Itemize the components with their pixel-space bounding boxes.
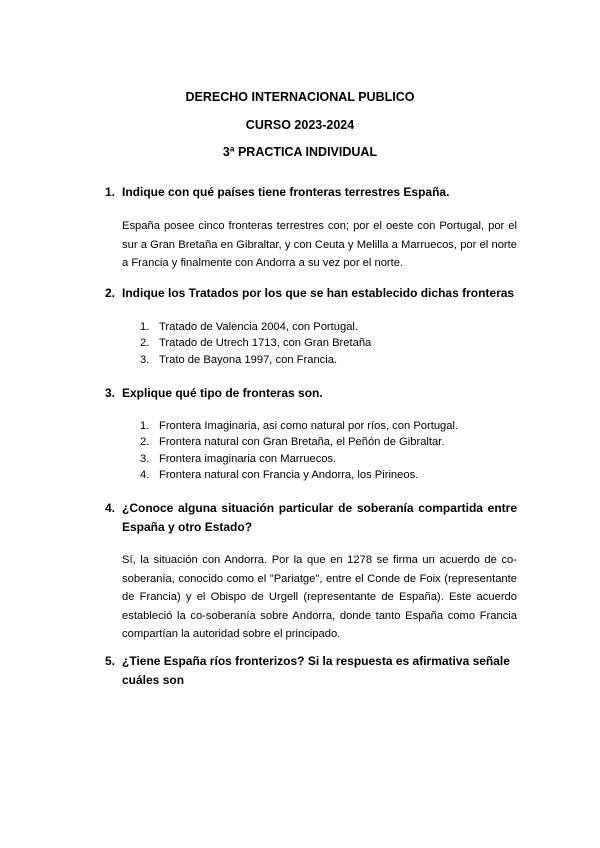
course-title: DERECHO INTERNACIONAL PUBLICO (185, 90, 415, 104)
question-2 (105, 284, 525, 303)
list-item: 4. Frontera natural con Francia y Andorra, los Pirineos. (140, 468, 419, 481)
question-number: 5. (105, 654, 116, 668)
list-item: 3. Trato de Bayona 1997, con Francia. (140, 353, 338, 366)
question-number: 3. (105, 386, 116, 400)
list-item: 2. Frontera natural con Gran Bretaña, el Peñón de Gibraltar. (140, 436, 445, 449)
course-year: CURSO 2023-2024 (245, 118, 355, 132)
practice-title: 3ª PRACTICA INDIVIDUAL (222, 145, 378, 159)
list-item: 2. Tratado de Utrech 1713, con Gran Bretaña (140, 337, 372, 350)
question-number: 2. (105, 286, 116, 300)
question-5 (105, 652, 525, 690)
answer-4: Sí, la situación con Andorra. Por la que en 1278 se firma un acuerdo de co-soberanía, conocido como el "Pariatge", entre el Conde de Foix (representante de Francia) y el Obispo de Urgell (representante de España). Este acuerdo estableció la co-soberanía sobre Andorra, donde tanto España como Francia compartían la autoridad sobre el principado. (122, 554, 517, 640)
list-item: 3. Frontera imaginaria con Marruecos. (140, 452, 337, 465)
answer-1: España posee cinco fronteras terrestres con; por el oeste con Portugal, por el sur a Gran Bretaña en Gibraltar, y con Ceuta y Melilla a Marruecos, por el norte a Francia y finalmente con Andorra a su vez por el norte. (122, 220, 517, 269)
question-text: Indique con qué países tiene fronteras terrestres España. (122, 185, 450, 199)
list-item: 1. Frontera Imaginaria, asi como natural por ríos, con Portugal. (140, 420, 459, 432)
question-text: Explique qué tipo de fronteras son. (122, 386, 323, 400)
question-4 (105, 499, 517, 537)
question-number: 1. (105, 185, 116, 199)
question-text: ¿Conoce alguna situación particular de soberanía compartida entre España y otro Estado? (122, 501, 517, 534)
answer-3-list (140, 418, 520, 483)
question-3 (105, 384, 525, 403)
question-1 (105, 183, 525, 202)
answer-2-list (140, 319, 520, 368)
question-text: ¿Tiene España ríos fronterizos? Si la respuesta es afirmativa señale cuáles son (122, 654, 510, 687)
question-text: Indique los Tratados por los que se han establecido dichas fronteras (122, 286, 515, 300)
list-item: 1. Tratado de Valencia 2004, con Portugal. (140, 321, 359, 333)
question-number: 4. (105, 501, 116, 515)
